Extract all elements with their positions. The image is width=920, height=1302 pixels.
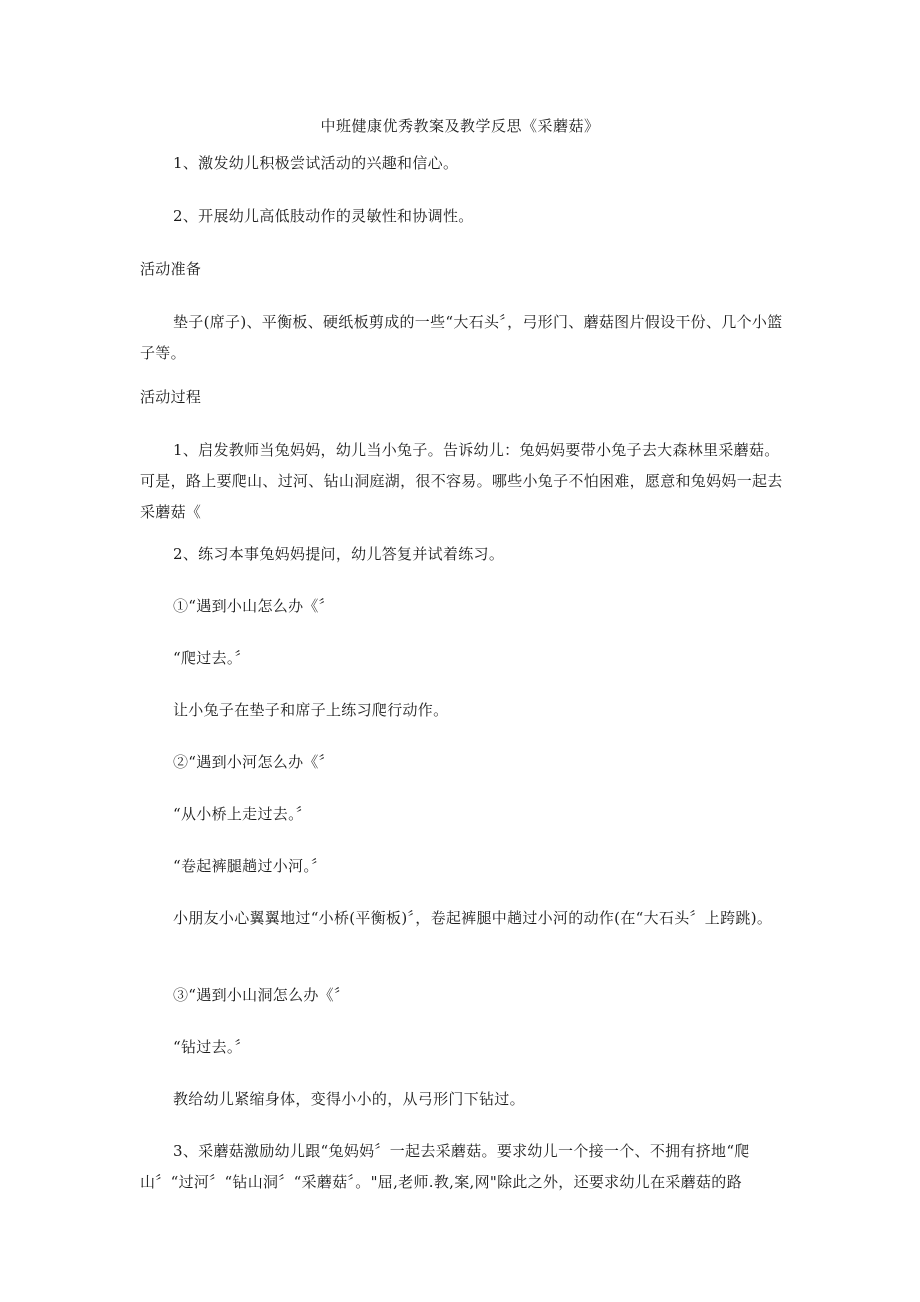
question-1: ①“遇到小山怎么办《〞: [173, 597, 334, 615]
section-heading-preparation: 活动准备: [140, 260, 202, 278]
document-title: 中班健康优秀教案及教学反思《采蘑菇》: [320, 117, 600, 135]
process-step-3: 3、采蘑菇激励幼儿跟“兔妈妈〞一起去采蘑菇。要求幼儿一个接一个、不拥有挤地“爬山〞“过河〞“钻山洞〞“采蘑菇〞。"屈,老师.教,案,网"除此之外，还要求幼儿在采蘑菇的路: [140, 1142, 750, 1191]
answer-3: “钻过去。〞: [173, 1038, 250, 1056]
answer-2a: “从小桥上走过去。〞: [173, 805, 312, 823]
question-2: ②“遇到小河怎么办《〞: [173, 753, 334, 771]
preparation-text: 垫子(席子)、平衡板、硬纸板剪成的一些“大石头〞，弓形门、蘑菇图片假设干份、几个小篮子等。: [140, 313, 783, 362]
question-3: ③“遇到小山洞怎么办《〞: [173, 986, 350, 1004]
practice-1: 让小兔子在垫子和席子上练习爬行动作。: [173, 701, 449, 719]
section-heading-process: 活动过程: [140, 388, 202, 406]
process-step-2: 2、练习本事兔妈妈提问，幼儿答复并试着练习。: [173, 545, 505, 563]
objective-1: 1、激发幼儿积极尝试活动的兴趣和信心。: [173, 154, 459, 172]
process-step-1: 1、启发教师当兔妈妈，幼儿当小兔子。告诉幼儿：兔妈妈要带小兔子去大森林里采蘑菇。可是，路上要爬山、过河、钻山洞庭湖，很不容易。哪些小兔子不怕困难，愿意和兔妈妈一起去采蘑菇《: [140, 441, 783, 521]
practice-2: 小朋友小心翼翼地过“小桥(平衡板)〞，卷起裤腿中趟过小河的动作(在“大石头〞上跨跳)。: [173, 909, 773, 927]
answer-1: “爬过去。〞: [173, 649, 250, 667]
practice-3: 教给幼儿紧缩身体，变得小小的，从弓形门下钻过。: [173, 1090, 525, 1108]
objective-2: 2、开展幼儿高低肢动作的灵敏性和协调性。: [173, 207, 474, 225]
answer-2b: “卷起裤腿趟过小河。〞: [173, 857, 327, 875]
